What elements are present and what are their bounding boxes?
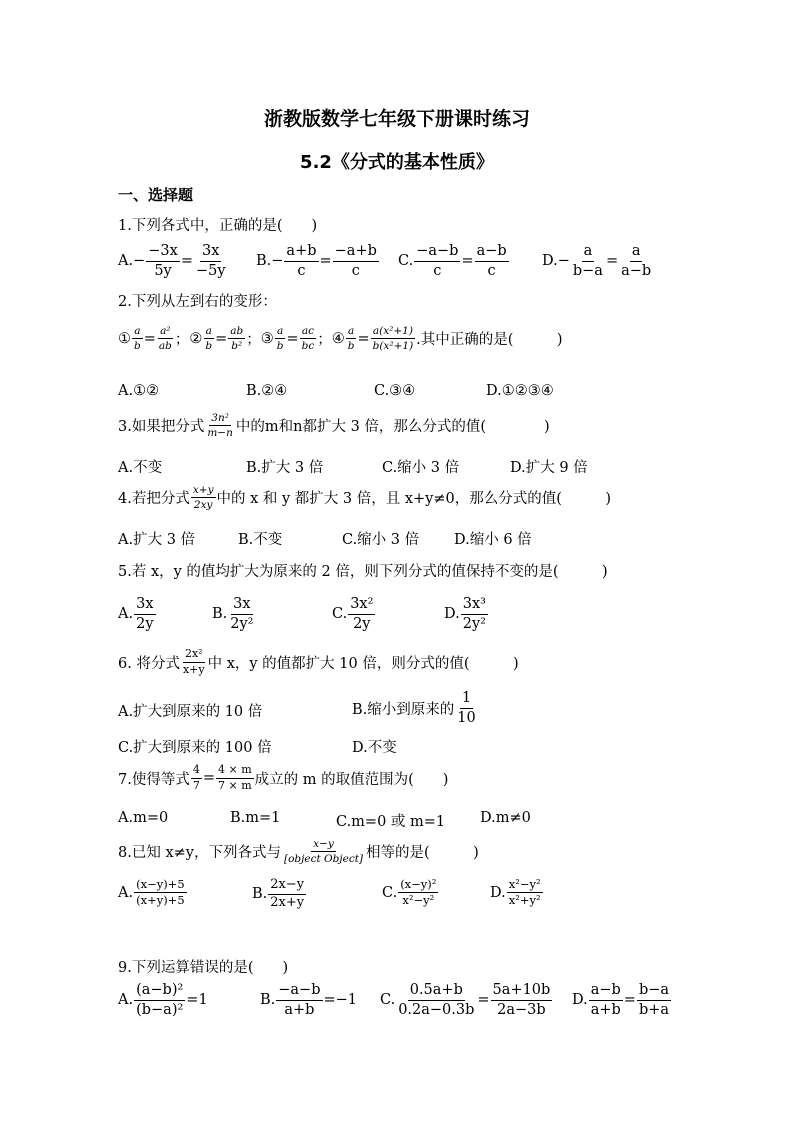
denominator: 5y [154,262,172,279]
rhs: =1 [186,992,208,1009]
numerator: 1 [460,690,473,709]
equals-sign: = [605,253,619,270]
equals-sign: = [461,253,474,270]
fraction [637,982,671,1018]
denominator: b [347,340,355,353]
numerator: 2x² [183,648,205,663]
circled-3: ③ [260,330,274,347]
circled-4: ④ [331,330,345,347]
numerator: x²−y² [507,878,543,893]
denominator: x²−y² [402,893,435,908]
option-label: B. [252,886,268,903]
fraction [398,878,438,907]
q2-option-b: B.②④ [246,383,288,399]
numerator: 5a+10b [491,982,553,1001]
fraction [275,325,286,352]
rhs: =−1 [323,992,358,1009]
option-label: A. [118,884,134,901]
q6-option-a: A.扩大到原来的 10 倍 [118,704,263,720]
fraction [203,325,214,352]
section-heading: 一、选择题 [118,186,194,204]
q5-option-d [444,596,489,632]
equals-sign: = [180,253,193,270]
denominator: 2xy [193,499,213,512]
numerator: (x−y)+5 [134,878,187,893]
denominator: 10 [457,709,476,726]
sign: − [133,253,146,270]
fraction [194,243,228,279]
equals-sign: = [477,992,490,1009]
numerator: 3x² [348,596,375,615]
fraction [282,838,365,865]
numerator: 3x [200,243,221,262]
stem-suffix: 成立的 m 的取值范围为( ) [254,771,449,788]
q1-option-b [256,243,380,279]
q8-option-d [490,878,544,907]
equals-sign: = [623,992,636,1009]
q2-option-d: D.①②③④ [486,383,554,399]
option-label: A. [118,606,134,623]
stem-suffix: 中的m和n都扩大 3 倍，那么分式的值( ) [235,419,550,436]
numerator: (a−b)² [134,982,185,1001]
q4-option-a: A.扩大 3 倍 [118,532,196,548]
q6-option-b [352,690,479,726]
q9-option-a [118,982,208,1018]
denominator: bc [301,340,315,353]
denominator: c [297,262,306,279]
sign: − [271,253,284,270]
fraction [205,412,235,439]
stem-suffix: 相等的是( ) [366,845,479,862]
question-2-stem: 2.下列从左到右的变形： [118,294,277,310]
q7-option-c: C.m=0 或 m=1 [336,814,446,830]
q9-option-c [380,982,553,1018]
denominator: b² [231,340,243,353]
denominator: 2y² [462,615,486,632]
q9-option-d [572,982,672,1018]
separator: ； [174,332,190,349]
numerator: −3x [146,243,180,262]
q6-option-d: D.不变 [352,740,397,756]
q3-option-a: A.不变 [118,460,163,476]
denominator: b [205,340,213,353]
q3-option-c: C.缩小 3 倍 [382,460,460,476]
stem-prefix: 7.使得等式 [118,771,190,788]
fraction [491,982,553,1018]
denominator: 2y [136,615,154,632]
denominator: (x+y)+5 [136,893,185,908]
q5-option-a [118,596,157,632]
fraction [300,325,317,352]
question-2-tail: .其中正确的是( ) [416,332,563,349]
fraction [507,878,543,907]
stem-prefix: 3.如果把分式 [118,419,205,436]
numerator: −a−b [414,243,460,262]
numerator: x−y [311,838,336,852]
equals-sign: = [202,770,215,787]
option-label: D. [542,253,558,270]
question-5-stem: 5.若 x，y 的值均扩大为原来的 2 倍，则下列分式的值保持不变的是( ) [118,564,608,580]
denominator: 2x+y [270,894,305,910]
q1-option-a [118,243,229,279]
q5-option-b [212,596,257,632]
option-label: C. [382,884,398,901]
q3-option-b: B.扩大 3 倍 [246,460,324,476]
numerator: a² [158,325,172,339]
circled-2: ② [189,330,203,347]
fraction [371,325,416,352]
option-label: D. [490,884,506,901]
fraction [134,982,185,1018]
fraction [191,484,216,511]
circled-1: ① [118,330,131,347]
numerator: 3x [231,596,252,615]
denominator: 2a−3b [497,1001,546,1018]
q4-option-b: B.不变 [238,532,283,548]
stem-prefix: 8.已知 x≠y，下列各式与 [118,845,281,862]
numerator: a [275,325,285,339]
stem-prefix: 6. 将分式 [118,655,180,672]
separator: ； [317,332,332,349]
denominator: c [487,262,496,279]
q6-option-c: C.扩大到原来的 100 倍 [118,740,272,756]
fraction [346,325,357,352]
q8-option-a [118,878,188,907]
fraction [134,878,187,907]
numerator: a [630,243,643,262]
fraction [396,982,476,1018]
fraction [146,243,180,279]
numerator: ab [228,325,245,339]
stem-suffix: 中 x，y 的值都扩大 10 倍，则分式的值( ) [207,655,519,672]
numerator: 0.5a+b [408,982,465,1001]
q4-option-c: C.缩小 3 倍 [342,532,420,548]
fraction [132,325,143,352]
question-7-stem [118,764,448,792]
numerator: −a−b [276,982,322,1001]
fraction [134,596,155,632]
numerator: a+b [284,243,318,262]
option-label: A. [118,992,134,1009]
question-1-stem: 1.下列各式中，正确的是( ) [118,218,318,234]
numerator: ac [300,325,316,339]
denominator: x+y [182,662,205,676]
numerator: a−b [475,243,509,262]
q2-option-a: A.①② [118,383,160,399]
q9-option-b [260,982,357,1018]
numerator: −a+b [333,243,379,262]
q5-option-c [332,596,376,632]
fraction [475,243,509,279]
denominator: 7 [192,778,200,792]
denominator: b−a [572,262,603,279]
fraction [461,596,488,632]
denominator: (b−a)² [136,1001,184,1018]
option-label: B.缩小到原来的 [352,701,455,718]
q3-option-d: D.扩大 9 倍 [510,460,588,476]
question-4-stem [118,484,611,511]
denominator: 2y² [230,615,254,632]
numerator: a [582,243,595,262]
fraction [228,596,255,632]
fraction [276,982,322,1018]
option-label: D. [572,992,588,1009]
option-label: C. [380,992,396,1009]
fraction [228,325,245,352]
numerator: 4 × m [216,764,254,779]
q2-expressions: ① $\frac{a}{b}$ = $\frac{\text{a²}}{ab}$ ； ② $\frac{a}{b}$ = $\frac{ab}{\text{b²}}$ ； ③ $\frac{a}{b}$ = $\frac{ac}{bc}$ ； ④ $\frac{a}{b}$ = $\frac{\text{a(x²+1)}}{\text{b(x²+1)}}$ .其中正确的是( ) [118,325,563,353]
fraction [157,325,174,352]
q1-option-c [398,243,510,279]
numerator: 2x−y [268,878,306,895]
denominator: c [433,262,442,279]
q2-option-c: C.③④ [374,383,416,399]
denominator: ab [158,340,172,353]
question-3-stem [118,412,550,439]
fraction [191,764,202,792]
option-label: B. [212,606,228,623]
numerator: 3x [134,596,155,615]
question-9-stem: 9.下列运算错误的是( ) [118,960,289,976]
q8-option-c [382,878,439,907]
numerator: a(x²+1) [371,325,415,339]
denominator: b [134,340,141,353]
question-8-stem [118,838,479,865]
denominator: 0.2a−0.3b [398,1001,475,1018]
document-subtitle: 5.2《分式的基本性质》 [300,152,494,173]
denominator: a+b [284,1001,315,1018]
option-label: A. [118,253,134,270]
numerator: (x−y)² [398,878,438,893]
denominator: m−n [207,427,233,440]
document-title: 浙教版数学七年级下册课时练习 [263,108,530,130]
numerator: a [346,325,356,339]
denominator: b [276,340,284,353]
fraction [571,243,605,279]
q7-option-b: B.m=1 [230,810,281,826]
denominator: c [351,262,360,279]
numerator: a [132,325,142,339]
numerator: 3n² [209,412,231,426]
stem-prefix: 4.若把分式 [118,491,190,508]
fraction [589,982,623,1018]
denominator: [object Object] [283,853,364,866]
option-label: C. [398,253,414,270]
fraction [333,243,379,279]
denominator: b+a [638,1001,670,1018]
fraction [181,648,207,676]
option-label: C. [332,606,348,623]
equals-sign: = [319,253,332,270]
denominator: a−b [621,262,652,279]
q7-option-a: A.m=0 [118,810,169,826]
numerator: a [204,325,214,339]
fraction [348,596,375,632]
numerator: 3x³ [461,596,488,615]
fraction [284,243,318,279]
q8-option-b [252,878,307,911]
denominator: b(x²+1) [372,340,414,353]
separator: ； [246,332,261,349]
q1-option-d [542,243,654,279]
fraction [268,878,306,911]
q4-option-d: D.缩小 6 倍 [454,532,532,548]
denominator: 2y [353,615,371,632]
sign: − [557,253,570,270]
denominator: 7 × m [218,778,252,792]
q7-option-d: D.m≠0 [480,810,531,826]
fraction [455,690,477,726]
numerator: x+y [191,484,216,498]
denominator: a+b [590,1001,621,1018]
option-label: B. [256,253,272,270]
question-6-stem [118,648,519,676]
fraction [619,243,653,279]
option-label: B. [260,992,276,1009]
fraction [414,243,460,279]
stem-suffix: 中的 x 和 y 都扩大 3 倍，且 x+y≠0，那么分式的值( ) [216,491,612,508]
fraction [216,764,254,792]
denominator: −5y [195,262,226,279]
denominator: x²+y² [508,893,541,908]
numerator: 4 [191,764,202,779]
option-label: D. [444,606,460,623]
numerator: a−b [589,982,623,1001]
numerator: b−a [637,982,671,1001]
